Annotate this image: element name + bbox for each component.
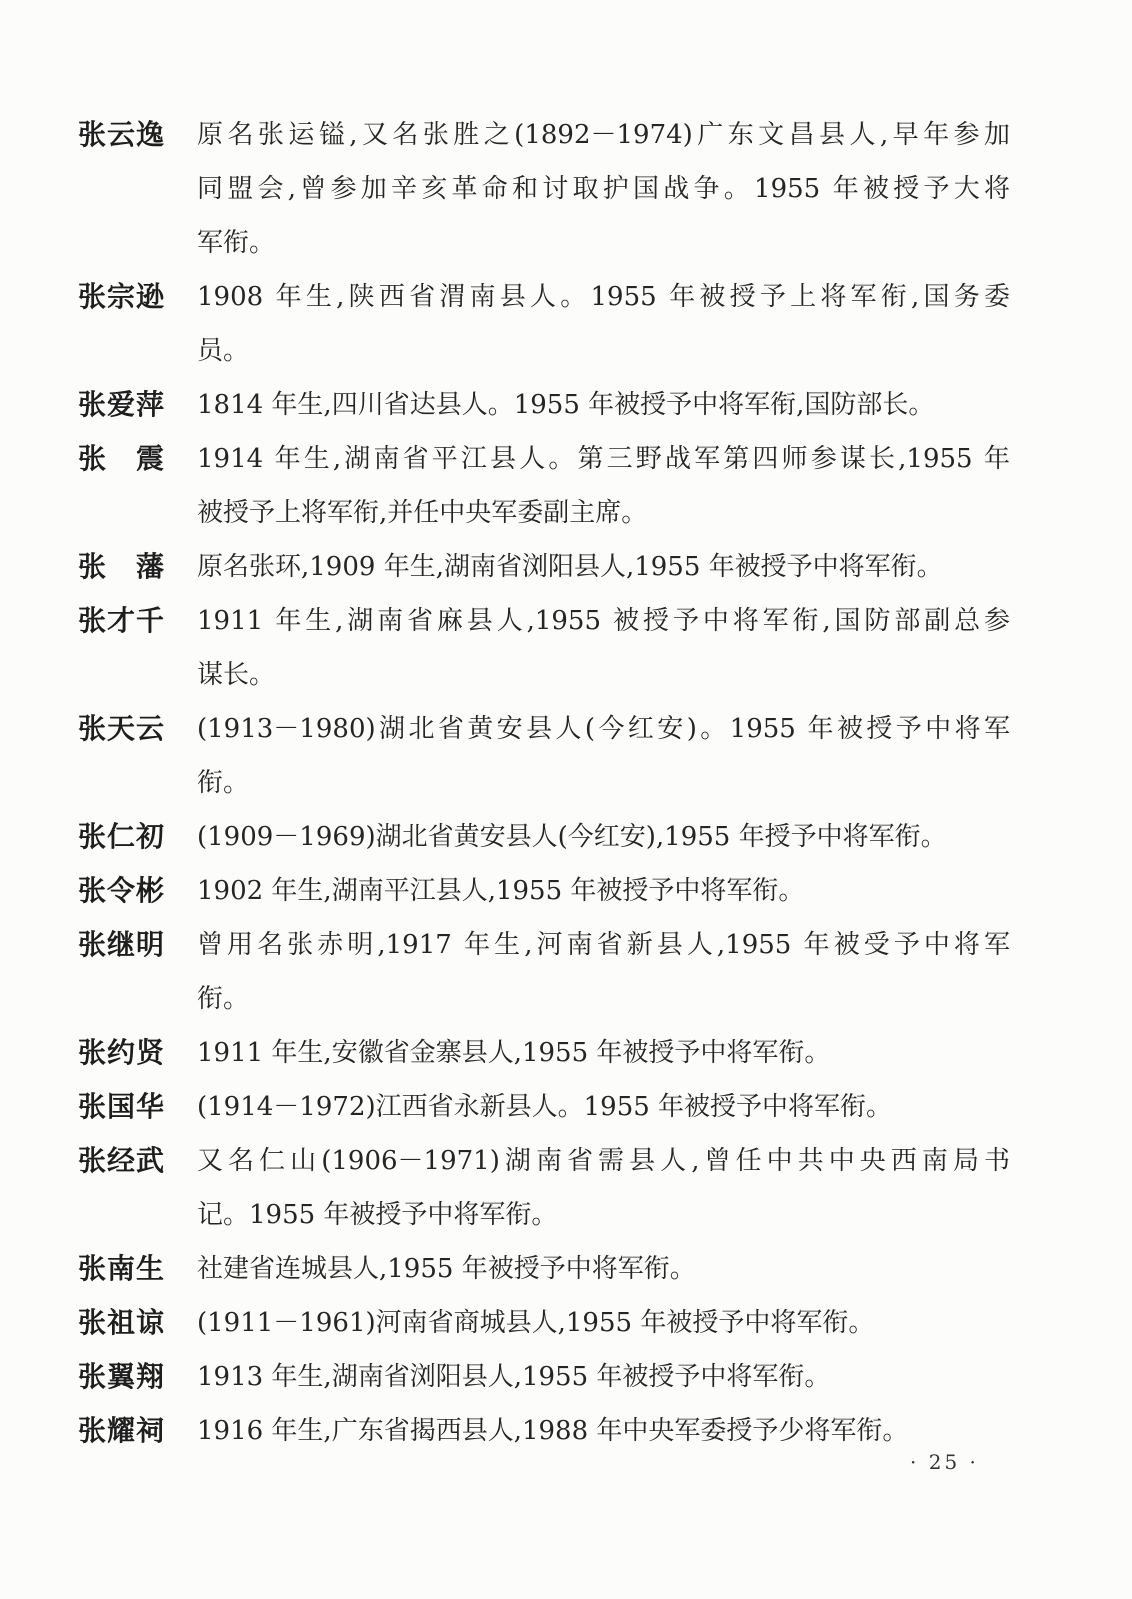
entry-name: 张 藩 xyxy=(78,550,166,583)
description-line: 同盟会,曾参加辛亥革命和讨取护国战争。1955 年被授予大将 xyxy=(197,174,1010,204)
entry-name: 张令彬 xyxy=(78,874,166,907)
entry xyxy=(78,270,1010,378)
entry-description xyxy=(197,1026,1010,1080)
description-line: (1909－1969)湖北省黄安县人(今红安),1955 年授予中将军衔。 xyxy=(197,822,947,852)
entry-description xyxy=(197,1080,1010,1134)
entry xyxy=(78,810,1010,864)
description-line: 原名张环,1909 年生,湖南省浏阳县人,1955 年被授予中将军衔。 xyxy=(197,552,943,582)
entry-description xyxy=(197,864,1010,918)
description-line: 1913 年生,湖南省浏阳县人,1955 年被授予中将军衔。 xyxy=(197,1362,831,1392)
description-line: (1913－1980)湖北省黄安县人(今红安)。1955 年被授予中将军 xyxy=(197,714,1010,744)
entry-name: 张爱萍 xyxy=(78,388,166,421)
description-line: 被授予上将军衔,并任中央军委副主席。 xyxy=(197,498,648,528)
entry-description xyxy=(197,270,1010,378)
entry-description xyxy=(197,108,1010,270)
description-line: 军衔。 xyxy=(197,228,276,258)
entry-description xyxy=(197,810,1010,864)
entry xyxy=(78,1404,1010,1458)
entry-description xyxy=(197,918,1010,1026)
entry-description xyxy=(197,378,1010,432)
entry-name: 张云逸 xyxy=(78,118,166,151)
description-line: 员。 xyxy=(197,336,250,366)
entry-name: 张国华 xyxy=(78,1090,166,1123)
entry-description xyxy=(197,1296,1010,1350)
entry-description xyxy=(197,1134,1010,1242)
entry-name: 张翼翔 xyxy=(78,1360,166,1393)
description-line: 谋长。 xyxy=(197,660,276,690)
entry-name: 张耀祠 xyxy=(78,1414,166,1447)
description-line: 1911 年生,湖南省麻县人,1955 被授予中将军衔,国防部副总参 xyxy=(197,606,1010,636)
entry-name: 张南生 xyxy=(78,1252,166,1285)
entry xyxy=(78,1080,1010,1134)
entry-description xyxy=(197,1404,1010,1458)
description-line: 1814 年生,四川省达县人。1955 年被授予中将军衔,国防部长。 xyxy=(197,390,935,420)
entry xyxy=(78,864,1010,918)
entry-description xyxy=(197,1350,1010,1404)
entry xyxy=(78,702,1010,810)
entry-name: 张祖谅 xyxy=(78,1306,166,1339)
entry-description xyxy=(197,594,1010,702)
description-line: 曾用名张赤明,1917 年生,河南省新县人,1955 年被受予中将军 xyxy=(197,930,1010,960)
entry xyxy=(78,540,1010,594)
entry-name: 张才千 xyxy=(78,604,166,637)
description-line: 1902 年生,湖南平江县人,1955 年被授予中将军衔。 xyxy=(197,876,805,906)
entry-description xyxy=(197,702,1010,810)
entry xyxy=(78,1134,1010,1242)
entry xyxy=(78,432,1010,540)
entry xyxy=(78,594,1010,702)
entry-list xyxy=(78,108,1010,1458)
description-line: 社建省连城县人,1955 年被授予中将军衔。 xyxy=(197,1254,696,1284)
entry-name: 张仁初 xyxy=(78,820,166,853)
entry xyxy=(78,378,1010,432)
description-line: 记。1955 年被授予中将军衔。 xyxy=(197,1200,558,1230)
entry-description xyxy=(197,432,1010,540)
entry-name: 张宗逊 xyxy=(78,280,166,313)
entry xyxy=(78,1026,1010,1080)
description-line: (1914－1972)江西省永新县人。1955 年被授予中将军衔。 xyxy=(197,1092,893,1122)
entry xyxy=(78,918,1010,1026)
entry-name: 张约贤 xyxy=(78,1036,166,1069)
entry-description xyxy=(197,1242,1010,1296)
description-line: 衔。 xyxy=(197,768,250,798)
entry xyxy=(78,1242,1010,1296)
description-line: 原名张运镒,又名张胜之(1892－1974)广东文昌县人,早年参加 xyxy=(197,120,1010,150)
entry-name: 张 震 xyxy=(78,442,166,475)
description-line: 又名仁山(1906－1971)湖南省需县人,曾任中共中央西南局书 xyxy=(197,1146,1010,1176)
entry-name: 张经武 xyxy=(78,1144,166,1177)
entry xyxy=(78,1350,1010,1404)
entry-name: 张继明 xyxy=(78,928,166,961)
description-line: (1911－1961)河南省商城县人,1955 年被授予中将军衔。 xyxy=(197,1308,875,1338)
description-line: 1908 年生,陕西省渭南县人。1955 年被授予上将军衔,国务委 xyxy=(197,282,1010,312)
description-line: 衔。 xyxy=(197,984,250,1014)
description-line: 1914 年生,湖南省平江县人。第三野战军第四师参谋长,1955 年 xyxy=(197,444,1010,474)
entry-name: 张天云 xyxy=(78,712,166,745)
entry-description xyxy=(197,540,1010,594)
entry xyxy=(78,108,1010,270)
entry xyxy=(78,1296,1010,1350)
description-line: 1916 年生,广东省揭西县人,1988 年中央军委授予少将军衔。 xyxy=(197,1416,909,1446)
description-line: 1911 年生,安徽省金寨县人,1955 年被授予中将军衔。 xyxy=(197,1038,831,1068)
page-number: · 25 · xyxy=(910,1450,979,1474)
